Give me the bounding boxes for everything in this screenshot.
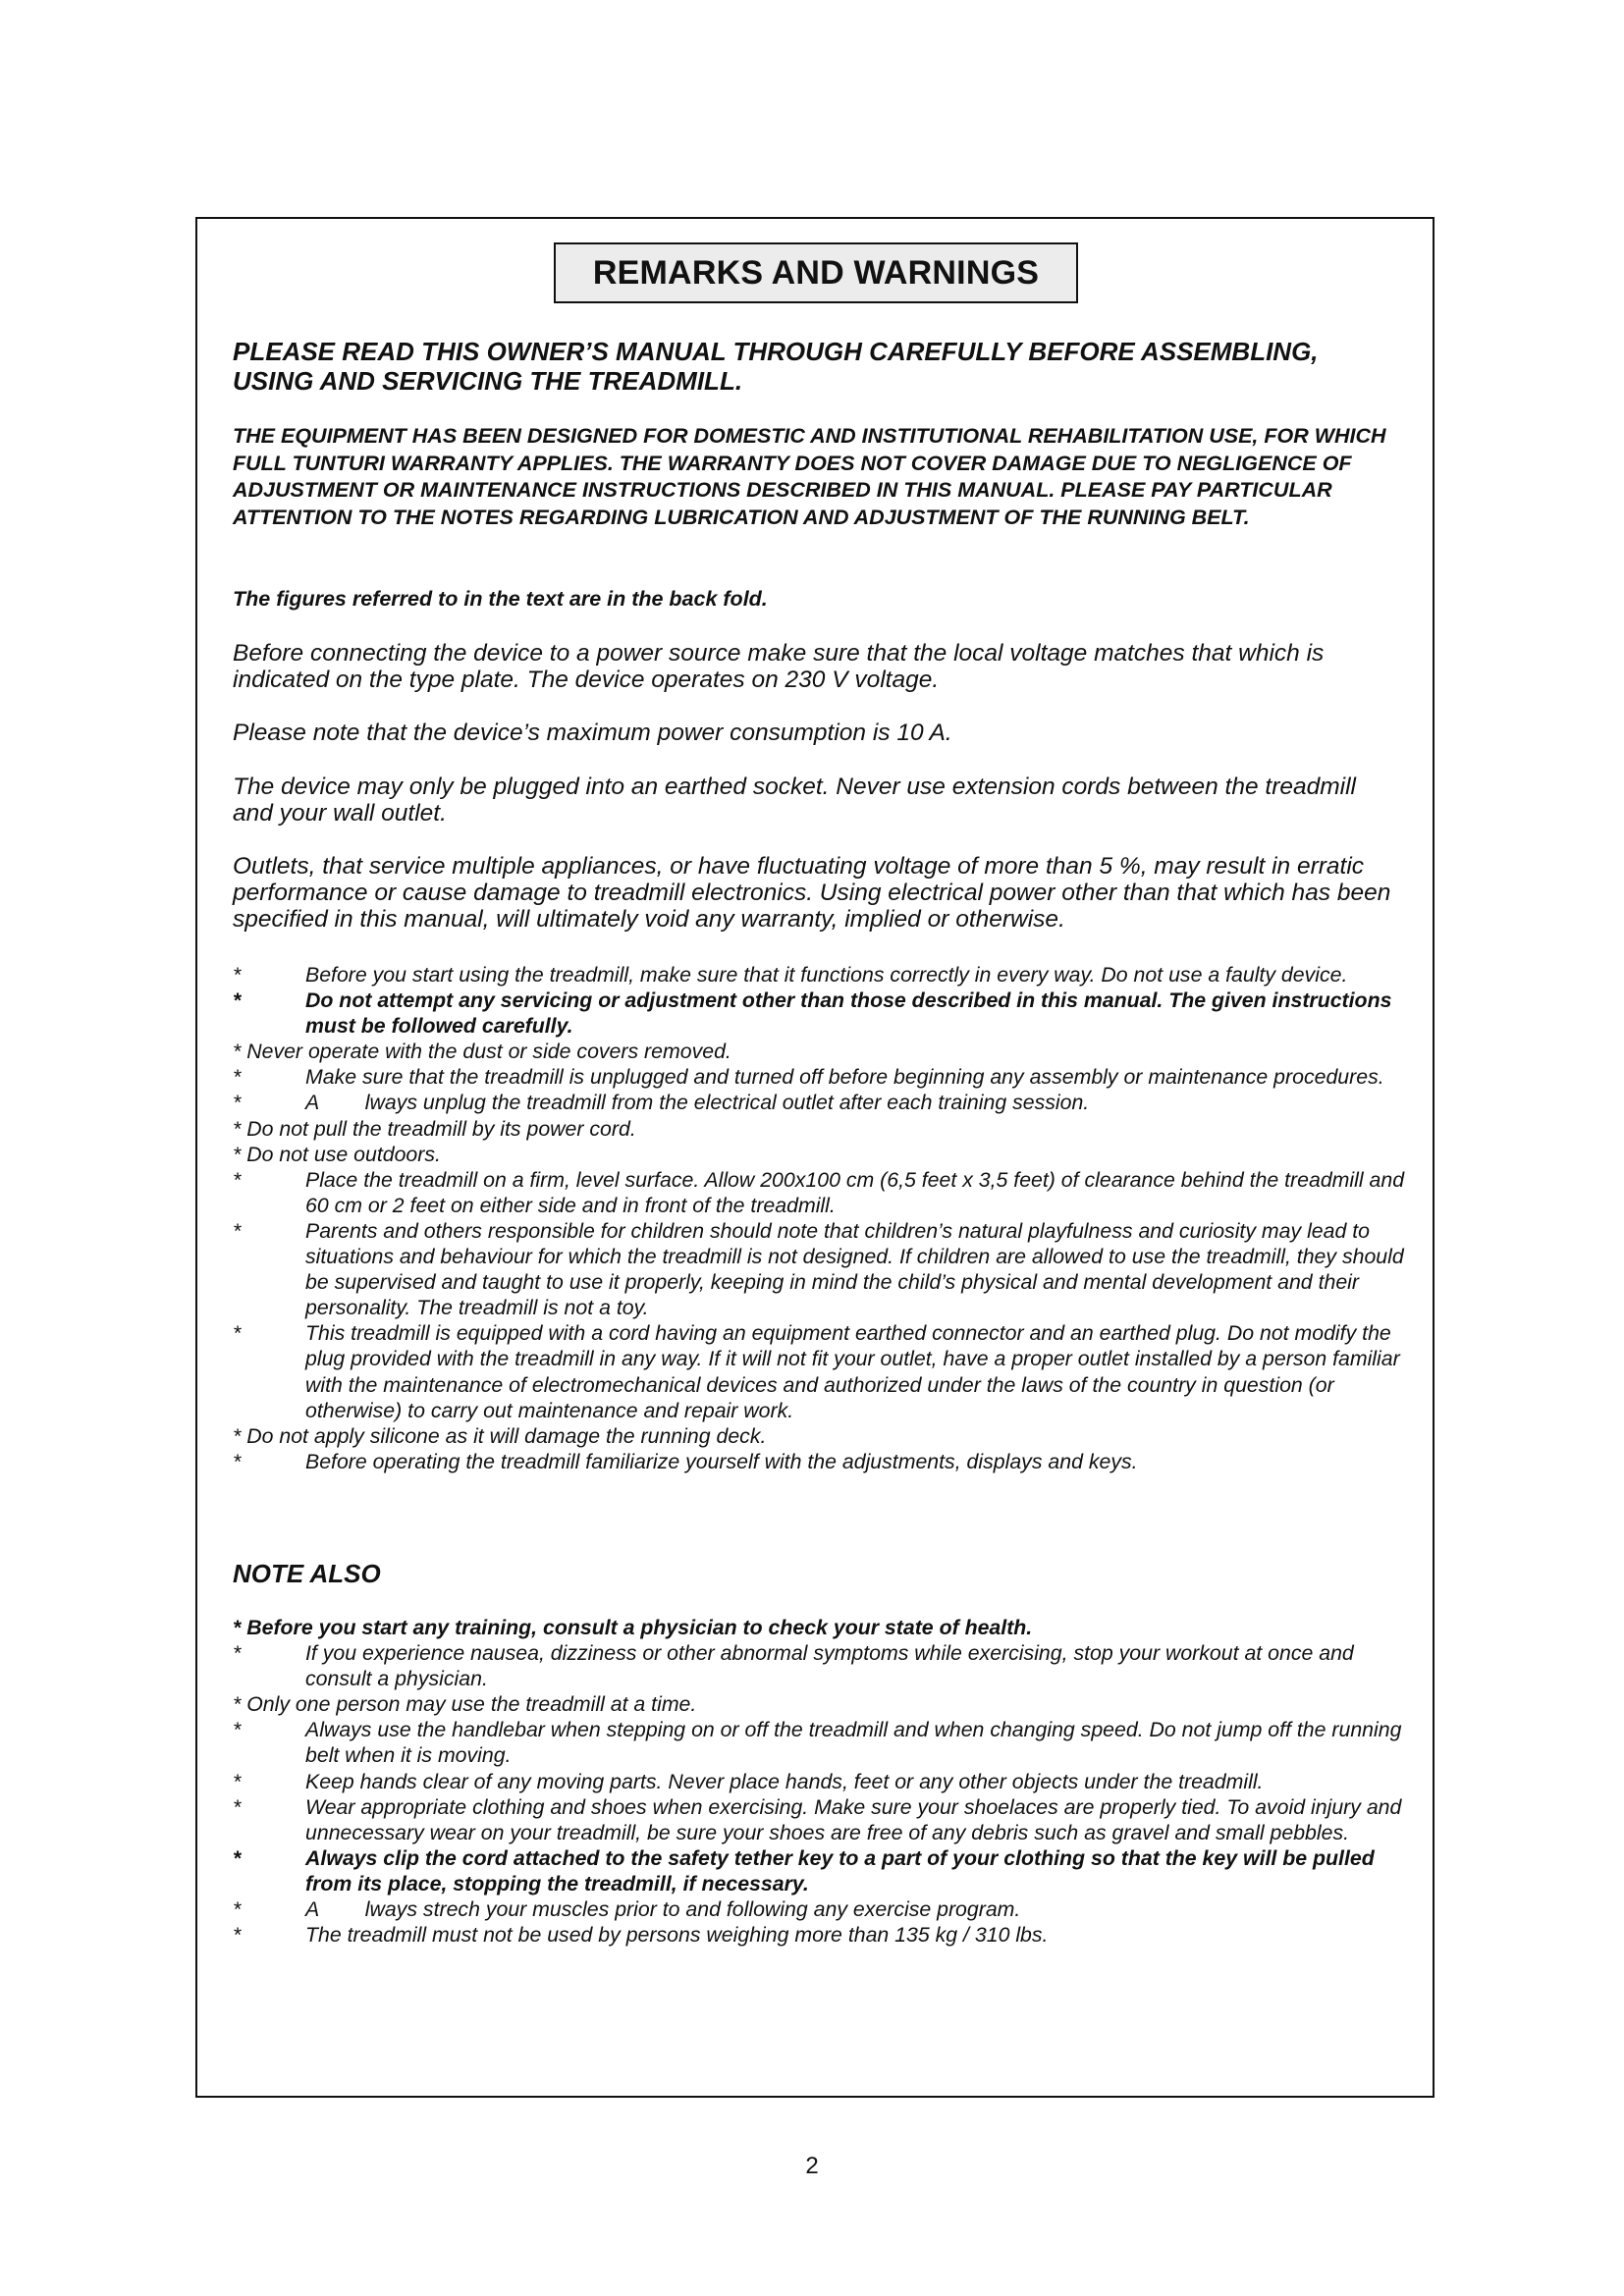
list-item-text: This treadmill is equipped with a cord having an equipment earthed connector and an earthed plug. Do not modify the plug provided with the treadmill in any way. If it will not fit your outlet, have a proper outlet installed by a person familiar with the maintenance of electromechanical devices and authorized under the laws of the country in question (or otherwise) to carry out maintenance and repair work. — [305, 1321, 1400, 1422]
bullet-star: * — [233, 1641, 242, 1666]
bullet-star: * — [233, 1065, 242, 1090]
list-item — [233, 1064, 1411, 1090]
list-item — [233, 1769, 1411, 1794]
bullet-star: * — [233, 1116, 242, 1141]
list-item — [233, 1922, 1411, 1948]
list-item — [233, 1615, 1411, 1640]
list-item-text: Do not attempt any servicing or adjustment other than those described in this manual. The given instructions must be followed carefully. — [305, 988, 1392, 1039]
list-item — [233, 962, 1411, 988]
page-number: 2 — [805, 2153, 819, 2179]
list-item-text: Make sure that the treadmill is unplugged and turned off before beginning any assembly or maintenance procedures. — [305, 1065, 1384, 1090]
list-item-text: Never operate with the dust or side covers removed. — [246, 1040, 731, 1064]
figures-note: The figures referred to in the text are in the back fold. — [233, 587, 768, 611]
list-item — [233, 1218, 1411, 1320]
list-item — [233, 1167, 1411, 1218]
note-also-heading: NOTE ALSO — [233, 1559, 381, 1588]
bullet-star: * — [233, 988, 242, 1013]
list-item — [233, 1423, 1411, 1449]
bullet-star: * — [233, 1794, 242, 1819]
list-item-text: Keep hands clear of any moving parts. Never place hands, feet or any other objects under the treadmill. — [305, 1769, 1264, 1793]
bullet-star: * — [233, 1091, 242, 1115]
list-item-text: If you experience nausea, dizziness or other abnormal symptoms while exercising, stop your workout at once and consult a physician. — [305, 1641, 1354, 1691]
list-item-text: Always clip the cord attached to the safety tether key to a part of your clothing so that the key will be pulled from its place, stopping the treadmill, if necessary. — [305, 1845, 1375, 1896]
list-item — [233, 1896, 1411, 1922]
bullet-star: * — [233, 1718, 242, 1742]
notes-list — [233, 1615, 1411, 1948]
list-item-text: Wear appropriate clothing and shoes when exercising. Make sure your shoelaces are properly tied. To avoid injury and unnecessary wear on your treadmill, be sure your shoes are free of any debris such as gravel and small pebbles. — [305, 1794, 1402, 1844]
list-item-text: Before you start using the treadmill, make sure that it functions correctly in every way. Do not use a faulty device. — [305, 963, 1348, 987]
bullet-star: * — [233, 1167, 242, 1192]
list-item — [233, 1090, 1411, 1115]
outlets-paragraph: Outlets, that service multiple appliances, or have fluctuating voltage of more than 5 %, may result in erratic performance or cause damage to treadmill electronics. Using electrical power other than that which has been specified in this manual, will ultimately void any warranty, implied or otherwise. — [233, 853, 1391, 933]
list-item-text: Place the treadmill on a firm, level surface. Allow 200x100 cm (6,5 feet x 3,5 feet) of clearance behind the treadmill and 60 cm or 2 feet on either side and in front of the treadmill. — [305, 1167, 1405, 1217]
list-item — [233, 1640, 1411, 1691]
bullet-star: * — [233, 1845, 242, 1870]
bullet-star: * — [233, 1769, 242, 1793]
list-item — [233, 1449, 1411, 1474]
list-item — [233, 1039, 1411, 1064]
list-item-text: Do not pull the treadmill by its power cord. — [246, 1116, 636, 1141]
list-item — [233, 1116, 1411, 1142]
bullet-star: * — [233, 1218, 242, 1243]
list-item — [233, 988, 1411, 1039]
list-item — [233, 1142, 1411, 1167]
bullet-star: * — [233, 1692, 242, 1717]
list-item — [233, 1794, 1411, 1845]
list-item-text: A lways strech your muscles prior to and following any exercise program. — [305, 1897, 1021, 1922]
list-item-text: Before you start any training, consult a physician to check your state of health. — [246, 1616, 1033, 1639]
voltage-paragraph: Before connecting the device to a power source make sure that the local voltage matches that which is indicated on the type plate. The device operates on 230 V voltage. — [233, 640, 1325, 693]
bullet-star: * — [233, 1040, 242, 1064]
power-consumption-paragraph: Please note that the device’s maximum power consumption is 10 A. — [233, 720, 952, 746]
warranty-notice: THE EQUIPMENT HAS BEEN DESIGNED FOR DOMESTIC AND INSTITUTIONAL REHABILITATION USE, FOR WHICH FULL TUNTURI WARRANTY APPLIES. THE WARRANTY DOES NOT COVER DAMAGE DUE TO NEGLIGENCE OF ADJUSTMENT OR MAINTENANCE INSTRUCTIONS DESCRIBED IN THIS MANUAL. PLEASE PAY PARTICULAR ATTENTION TO THE NOTES REGARDING LUBRICATION AND ADJUSTMENT OF THE RUNNING BELT. — [233, 424, 1386, 529]
bullet-star: * — [233, 1142, 242, 1166]
list-item — [233, 1691, 1411, 1717]
page-title: REMARKS AND WARNINGS — [554, 242, 1078, 303]
list-item — [233, 1717, 1411, 1768]
list-item-text: Do not use outdoors. — [246, 1142, 441, 1166]
list-item-text: Before operating the treadmill familiarize yourself with the adjustments, displays and keys. — [305, 1449, 1138, 1473]
bullet-star: * — [233, 1423, 242, 1448]
list-item-text: Only one person may use the treadmill at a time. — [246, 1692, 697, 1717]
bullet-star: * — [233, 1616, 242, 1639]
intro-heading: PLEASE READ THIS OWNER’S MANUAL THROUGH CAREFULLY BEFORE ASSEMBLING, USING AND SERVICING THE TREADMILL. — [233, 337, 1319, 396]
list-item-text: Always use the handlebar when stepping on or off the treadmill and when changing speed. Do not jump off the running belt when it is moving. — [305, 1718, 1402, 1768]
bullet-star: * — [233, 1321, 242, 1346]
bullet-star: * — [233, 1897, 242, 1922]
earthed-socket-paragraph: The device may only be plugged into an earthed socket. Never use extension cords between the treadmill and your wall outlet. — [233, 774, 1356, 827]
warnings-list — [233, 962, 1411, 1474]
bullet-star: * — [233, 1449, 242, 1473]
list-item-text: A lways unplug the treadmill from the electrical outlet after each training session. — [305, 1091, 1090, 1115]
list-item — [233, 1845, 1411, 1896]
bullet-star: * — [233, 1923, 242, 1948]
list-item-text: Parents and others responsible for children should note that children’s natural playfulness and curiosity may lead to situations and behaviour for which the treadmill is not designed. If children are allowed to use the treadmill, they should be supervised and taught to use it properly, keeping in mind the child’s physical and mental development and their personality. The treadmill is not a toy. — [305, 1218, 1404, 1320]
list-item — [233, 1320, 1411, 1422]
list-item-text: Do not apply silicone as it will damage the running deck. — [246, 1423, 767, 1448]
bullet-star: * — [233, 963, 242, 987]
list-item-text: The treadmill must not be used by persons weighing more than 135 kg / 310 lbs. — [305, 1923, 1049, 1948]
